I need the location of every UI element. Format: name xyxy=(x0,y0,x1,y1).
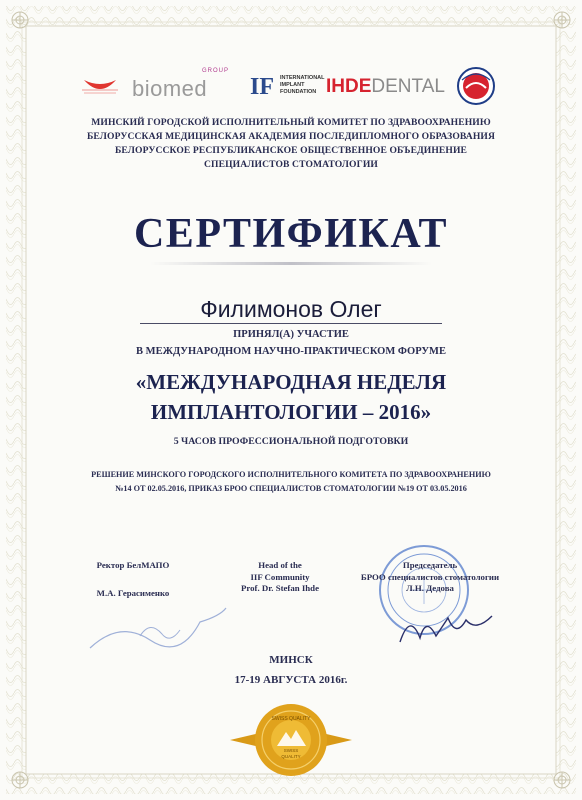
biomed-logo: biomed GROUP xyxy=(132,68,230,101)
emblem-logo xyxy=(456,66,496,106)
corner-ornament-bl xyxy=(12,772,28,788)
header-line-2: БЕЛОРУССКАЯ МЕДИЦИНСКАЯ АКАДЕМИЯ ПОСЛЕДИПЛОМНОГО ОБРАЗОВАНИЯ xyxy=(86,131,495,142)
recipient-underline xyxy=(140,323,442,324)
swiss-quality-seal xyxy=(230,700,352,780)
rector-name: М.А. Герасименко xyxy=(96,587,170,598)
corner-ornament-tr xyxy=(554,12,570,28)
recipient-name: Филимонов Олег xyxy=(200,296,382,322)
iif-text-3: FOUNDATION xyxy=(280,89,317,95)
event-title-line-1: «МЕЖДУНАРОДНАЯ НЕДЕЛЯ xyxy=(135,370,447,394)
corner-ornament-br xyxy=(554,772,570,788)
seal-word-bottom: QUALITY xyxy=(281,754,301,759)
city: МИНСК xyxy=(269,654,313,666)
iif-head-line-2: IIF Community xyxy=(250,571,310,582)
participation-line-2: В МЕЖДУНАРОДНОМ НАУЧНО-ПРАКТИЧЕСКОМ ФОРУМЕ xyxy=(136,346,446,357)
chairman-name: Л.Н. Дедова xyxy=(406,583,454,593)
signature-block-chairman xyxy=(340,560,520,595)
seal-word-top: SWISS QUALITY xyxy=(271,716,311,722)
chairman-role: Председатель xyxy=(402,560,458,570)
dental-text: DENTAL xyxy=(371,76,445,97)
biomed-group-tag: GROUP xyxy=(202,68,230,74)
signature-block-rector xyxy=(68,560,198,599)
iif-logo xyxy=(250,74,325,101)
event-title-line-2: ИМПЛАНТОЛОГИИ – 2016» xyxy=(150,400,432,424)
decree-line-2: №14 ОТ 02.05.2016, ПРИКАЗ БРОО СПЕЦИАЛИСТОВ СТОМАТОЛОГИИ №19 ОТ 03.05.2016 xyxy=(115,484,467,493)
ihde-dental-logo xyxy=(326,76,445,98)
certificate-title: СЕРТИФИКАТ xyxy=(133,211,449,257)
iif-head-line-1: Head of the xyxy=(258,560,302,570)
training-hours: 5 ЧАСОВ ПРОФЕССИОНАЛЬНОЙ ПОДГОТОВКИ xyxy=(173,436,409,447)
decree-line-1: РЕШЕНИЕ МИНСКОГО ГОРОДСКОГО ИСПОЛНИТЕЛЬНОГО КОМИТЕТА ПО ЗДРАВООХРАНЕНИЮ xyxy=(91,470,491,479)
event-dates: 17-19 АВГУСТА 2016г. xyxy=(234,674,348,686)
iif-text-1: INTERNATIONAL xyxy=(280,75,325,81)
chairman-signature xyxy=(396,608,496,648)
header-line-3: БЕЛОРУССКОЕ РЕСПУБЛИКАНСКОЕ ОБЩЕСТВЕННОЕ ОБЪЕДИНЕНИЕ xyxy=(114,145,468,156)
rector-role: Ректор БелМАПО xyxy=(96,560,170,570)
iif-text-2: IMPLANT xyxy=(280,82,305,88)
seal-word-mid: SWISS xyxy=(283,748,299,753)
chairman-org: БРОО специалистов стоматологии xyxy=(360,571,500,582)
rector-signature xyxy=(80,600,230,660)
ihde-text: IHDE xyxy=(326,76,372,97)
iif-mark: IF xyxy=(250,74,274,100)
sponsor-logos xyxy=(70,66,510,110)
header-line-4: СПЕЦИАЛИСТОВ СТОМАТОЛОГИИ xyxy=(204,159,378,170)
title-underline xyxy=(150,262,432,265)
signature-block-iif xyxy=(220,560,340,595)
dental-smile-logo xyxy=(78,68,122,102)
corner-ornament-tl xyxy=(12,12,28,28)
header-line-1: МИНСКИЙ ГОРОДСКОЙ ИСПОЛНИТЕЛЬНЫЙ КОМИТЕТ ПО ЗДРАВООХРАНЕНИЮ xyxy=(91,117,491,128)
iif-head-line-3: Prof. Dr. Stefan Ihde xyxy=(241,583,319,593)
participation-line-1: ПРИНЯЛ(А) УЧАСТИЕ xyxy=(233,329,349,340)
